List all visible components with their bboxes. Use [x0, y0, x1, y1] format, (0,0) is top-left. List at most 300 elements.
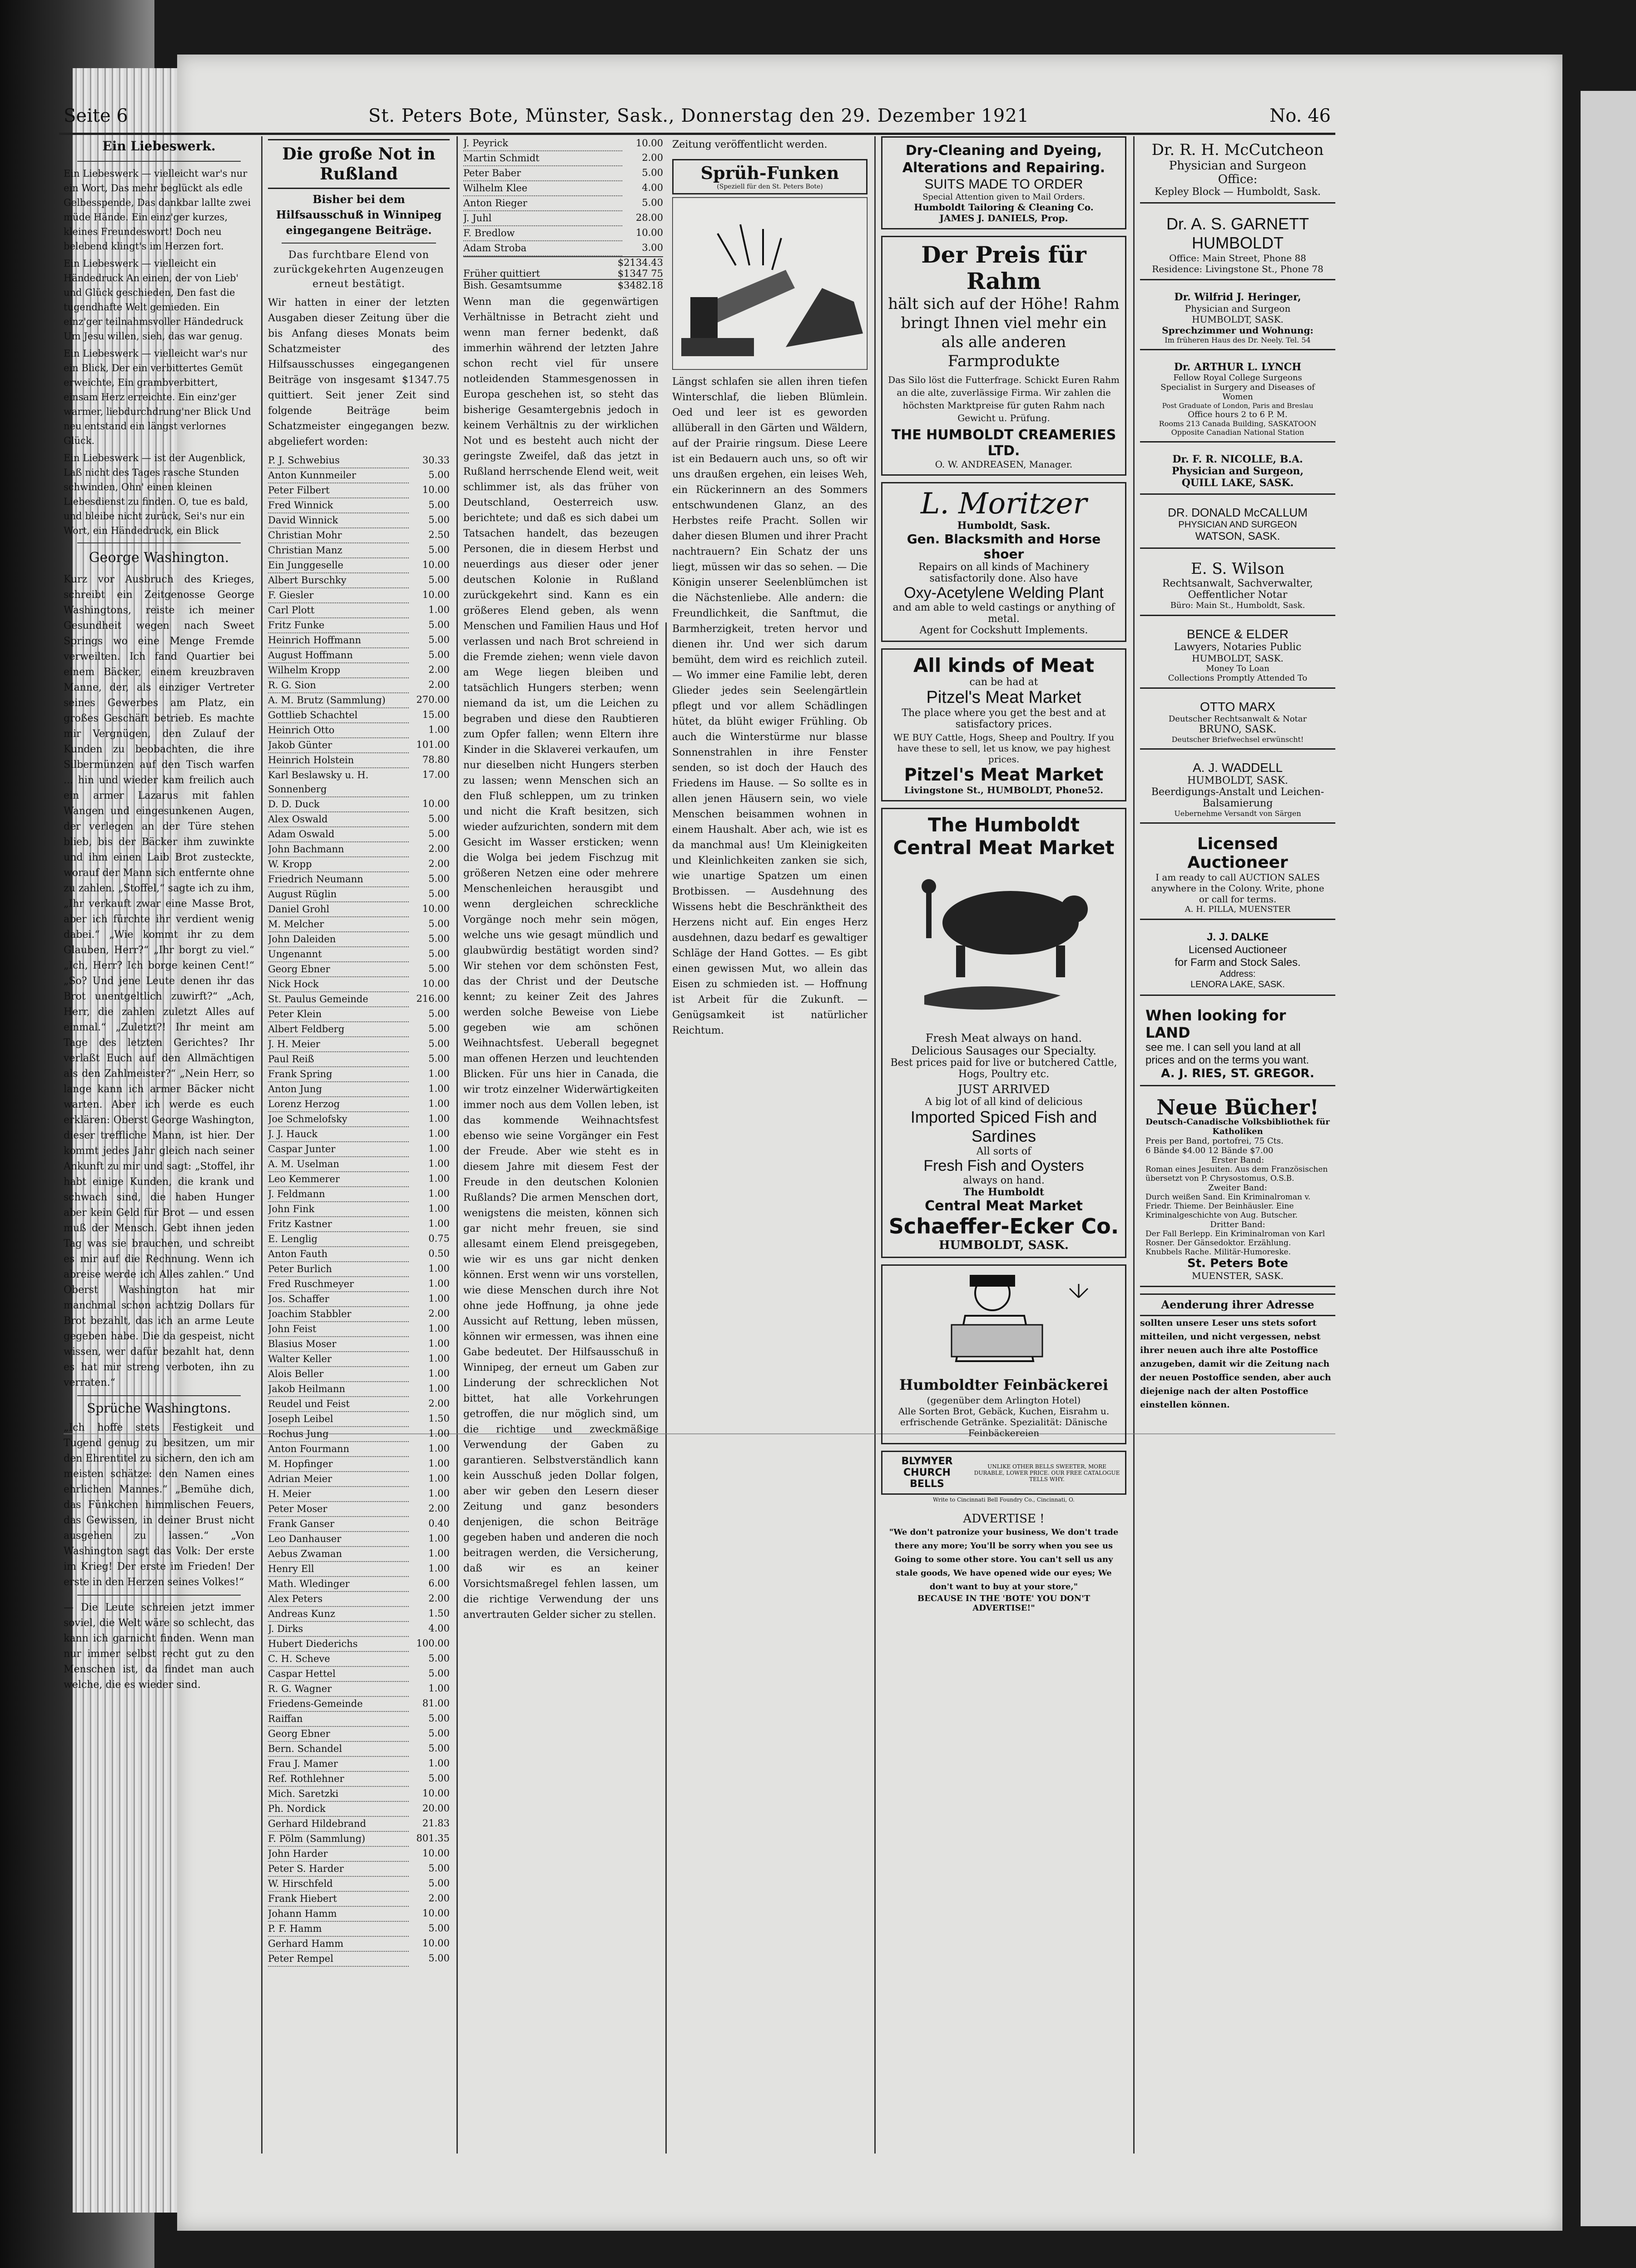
donation-row	[463, 226, 663, 241]
cow-illustration	[888, 859, 1115, 1032]
donor-name: Andreas Kunz	[268, 1606, 409, 1621]
donor-name: A. M. Uselman	[268, 1157, 409, 1172]
ad-line: St. Peters Bote	[1187, 1257, 1288, 1270]
donation-row	[268, 1562, 450, 1577]
ad-title: ADVERTISE !	[963, 1512, 1045, 1526]
donor-name: J. Juhl	[463, 211, 622, 226]
donor-name: Gerhard Hamm	[268, 1936, 409, 1951]
column-divider	[261, 136, 263, 2154]
donation-amount: 1.00	[428, 1458, 450, 1469]
donor-name: Peter Moser	[268, 1502, 409, 1517]
donation-amount: 5.00	[428, 1743, 450, 1754]
ad-line: Fresh Meat always on hand.	[925, 1032, 1082, 1044]
donation-amount: 100.00	[416, 1638, 450, 1649]
donor-name: Friedrich Neumann	[268, 872, 409, 887]
donor-name: Friedens-Gemeinde	[268, 1696, 409, 1711]
card-name: Dr. Wilfrid J. Heringer,	[1174, 291, 1301, 303]
column-2	[268, 136, 450, 2154]
donor-name: E. Lenglig	[268, 1232, 409, 1247]
ad-neue-buecher	[1140, 1093, 1335, 1287]
donor-name: John Fink	[268, 1202, 409, 1217]
donation-amount: 2.00	[428, 858, 450, 869]
donation-row	[268, 1127, 450, 1142]
ad-line: Special Attention given to Mail Orders.	[922, 192, 1085, 202]
donor-name: F. Pölm (Sammlung)	[268, 1831, 409, 1846]
donor-name: Aebus Zwaman	[268, 1547, 409, 1562]
donor-name: Wilhelm Klee	[463, 181, 622, 196]
donor-name: Christian Mohr	[268, 528, 409, 543]
donor-name: Caspar Junter	[268, 1142, 409, 1157]
donation-row	[463, 166, 663, 181]
donation-amount: 5.00	[428, 1038, 450, 1049]
donation-amount: 1.00	[428, 1083, 450, 1094]
donor-name: D. D. Duck	[268, 797, 409, 812]
donation-amount: 5.00	[428, 649, 450, 660]
donation-amount: 3.00	[642, 242, 663, 253]
donation-row	[268, 528, 450, 543]
ad-line: Pitzel's Meat Market	[926, 688, 1081, 707]
card-role: Deutscher Rechtsanwalt & Notar	[1168, 714, 1307, 724]
ad-line: Fresh Fish and Oysters	[923, 1157, 1084, 1174]
baker-boy-illustration	[888, 1270, 1115, 1375]
donation-row	[268, 1636, 450, 1651]
donation-row	[268, 1472, 450, 1487]
donation-amount: 5.00	[428, 1713, 450, 1724]
ad-text: WE BUY Cattle, Hogs, Sheep and Poultry. If you have these to sell, let us know, we pay highest prices.	[893, 732, 1115, 765]
donor-name: P. F. Hamm	[268, 1921, 409, 1936]
donation-amount: 5.00	[428, 619, 450, 630]
donor-name: Anton Fourmann	[268, 1442, 409, 1457]
donation-row	[268, 1247, 450, 1262]
donation-amount: 30.33	[422, 455, 450, 466]
card-name: Dr. ARTHUR L. LYNCH	[1174, 361, 1302, 373]
donation-row	[268, 1517, 450, 1532]
donor-name: St. Paulus Gemeinde	[268, 992, 409, 1007]
donation-row	[268, 1846, 450, 1861]
donation-row	[268, 1487, 450, 1502]
donor-name: H. Meier	[268, 1487, 409, 1502]
donor-name: Nick Hock	[268, 977, 409, 992]
donor-name: F. Bredlow	[463, 226, 622, 241]
masthead-line: St. Peters Bote, Münster, Sask., Donnerstag den 29. Dezember 1921	[368, 105, 1030, 126]
ad-line: (gegenüber dem Arlington Hotel)	[927, 1395, 1081, 1406]
donor-name: Alois Beller	[268, 1367, 409, 1382]
donation-amount: 2.00	[428, 664, 450, 675]
donor-name: Blasius Moser	[268, 1337, 409, 1352]
donation-amount: 1.00	[428, 1158, 450, 1169]
card-garnett	[1140, 210, 1335, 280]
donation-row	[268, 738, 450, 753]
donor-name: Lorenz Herzog	[268, 1097, 409, 1112]
ad-manager: O. W. ANDREASEN, Manager.	[935, 459, 1073, 470]
article-body: Längst schlafen sie allen ihren tiefen Winterschlaf, die lieben Blümlein. Oed und leer ist es geworden allüberall in den Gärten und Wäldern, auf der Prairie ringsum. Diese Leere ist ein Bedauern auch uns, so oft wir uns draußen ergehen, ein leises Weh, ein Rückerinnern an des Sommers entschwundenen Glanz, an des Herbstes reife Pracht. Sollen wir daher diesen Blumen und ihrer Pracht nachtrauern? Ein Schatz der uns liegt, müssen wir das so sehen. — Die Königin unserer Seelenblümchen ist die Nächstenliebe. Alle andern: die Freundlichkeit, die Sanftmut, die Barmherzigkeit, treten hervor und dienen ihr. Und wer sich darum bemüht, dem wird es reichlich zuteil. — Wo immer eine Familie lebt, deren Glieder jedes sein Seelengärtlein pflegt und vor allem Schädlingen hütet, da blüht ewiger Frühling. Ob auch die Winterstürme nur blasse Sonnenstrahlen in ihre Fenster senden, so ist doch der Hauch des Friedens im Hause. — So sollte es in allen jenen Häusern sein, wo viele Menschen beisammen wohnen in einem Haushalt. Aber ach, wie ist es da manchmal aus! Um Kleinigkeiten und Kleinlichkeiten zanken sie sich, wie unartige Spatzen um einen Brotbissen. — Ausdehnung des Wissens hebt die Beschränktheit des Herzens nicht auf. Ein enges Herz ausdehnen, dazu bedarf es gewaltiger Schläge der Hand Gottes. — Es gibt einen gewissen Mut, wo allein das Eisen zu schmieden ist. — Hoffnung ist Arbeit für die Zukunft. — Genügsamkeit ist natürlicher Reichtum.	[672, 376, 868, 1036]
donation-row	[268, 1157, 450, 1172]
donation-amount: 5.00	[428, 918, 450, 929]
card-role: Lawyers, Notaries Public	[1174, 642, 1302, 653]
donation-amount: 17.00	[422, 769, 450, 780]
donor-name: A. M. Brutz (Sammlung)	[268, 693, 409, 708]
donor-name: Math. Wledinger	[268, 1577, 409, 1592]
ad-line: All sorts of	[976, 1146, 1031, 1157]
donation-amount: 10.00	[635, 138, 663, 149]
donation-row	[268, 1666, 450, 1681]
donation-row	[268, 1112, 450, 1127]
ad-text: UNLIKE OTHER BELLS SWEETER, MORE DURABLE, LOWER PRICE. OUR FREE CATALOGUE TELLS WHY.	[974, 1463, 1120, 1482]
card-name: OTTO MARX	[1200, 700, 1275, 714]
donation-amount: 5.00	[428, 888, 450, 899]
donation-amount: 4.00	[428, 1623, 450, 1634]
donation-amount: 5.00	[428, 634, 450, 645]
donation-amount: 1.00	[428, 1548, 450, 1559]
donor-name: Alex Oswald	[268, 812, 409, 827]
donation-row	[268, 917, 450, 932]
donor-name: Albert Feldberg	[268, 1022, 409, 1037]
card-role: Physician and Surgeon	[1185, 303, 1291, 314]
ad-line: The Humboldt	[963, 1186, 1045, 1198]
ad-line: A. H. PILLA, MUENSTER	[1185, 905, 1291, 914]
donation-row	[268, 708, 450, 723]
donation-row	[268, 1921, 450, 1936]
ad-auctioneer	[1140, 830, 1335, 920]
donor-name: C. H. Scheve	[268, 1651, 409, 1666]
donation-amount: 801.35	[416, 1833, 450, 1844]
page-number: Seite 6	[64, 105, 128, 126]
ad-bakery	[881, 1264, 1126, 1444]
feature-title: Sprüh-Funken	[700, 163, 839, 183]
donation-row	[268, 1547, 450, 1562]
ad-line: Humboldt Tailoring & Cleaning Co.	[914, 202, 1094, 213]
donation-row	[268, 992, 450, 1007]
donation-amount: 2.00	[428, 1593, 450, 1604]
donation-row	[463, 181, 663, 196]
donation-amount: 5.00	[642, 197, 663, 208]
card-line: Office: Main Street, Phone 88	[1169, 253, 1306, 264]
ad-text: "We don't patronize your business, We don't trade there any more; You'll be sorry when you see us Going to some other store. You can't sell us any stale goods, We have opened wide our eyes; We don't want to buy at your store,"	[889, 1527, 1119, 1592]
header-rule	[59, 133, 1335, 135]
donation-amount: 0.75	[428, 1233, 450, 1244]
card-line: Kepley Block — Humboldt, Sask.	[1155, 186, 1321, 198]
ad-line: LENORA LAKE, SASK.	[1190, 980, 1285, 990]
donor-name: Daniel Grohl	[268, 902, 409, 917]
donation-row	[268, 1097, 450, 1112]
donor-name: Reudel und Feist	[268, 1397, 409, 1412]
donations-list	[268, 453, 450, 1967]
page-header	[64, 102, 1331, 129]
donor-name: Fritz Funke	[268, 618, 409, 633]
ad-line: 6 Bände $4.00 12 Bände $7.00	[1145, 1146, 1274, 1155]
donation-amount: 5.00	[428, 574, 450, 585]
donation-amount: 2.00	[428, 1308, 450, 1319]
donation-amount: 1.00	[428, 1173, 450, 1184]
donation-row	[268, 977, 450, 992]
donor-name: Walter Keller	[268, 1352, 409, 1367]
donor-name: Hubert Diederichs	[268, 1636, 409, 1651]
donation-amount: 5.00	[428, 828, 450, 839]
donor-name: W. Hirschfeld	[268, 1876, 409, 1891]
card-line: QUILL LAKE, SASK.	[1181, 477, 1294, 489]
donation-row	[268, 962, 450, 977]
donor-name: Frank Spring	[268, 1067, 409, 1082]
donation-amount: 10.00	[422, 1938, 450, 1949]
card-line: Fellow Royal College Surgeons	[1173, 373, 1302, 383]
donor-name: Fred Winnick	[268, 498, 409, 513]
donor-name: Bern. Schandel	[268, 1741, 409, 1756]
ad-title: When looking for LAND	[1145, 1007, 1286, 1041]
poem-stanza: Ein Liebeswerk — vielleicht ein Händedruck An einen, der von Lieb' und Glück geschieden, Den fast die tugendhafte Welt gemieden. Ein einz'ger teilnahmsvoller Händedruck Um Jesu willen, sieh, das war genug.	[64, 258, 243, 342]
donation-row	[268, 1292, 450, 1307]
total-label: Bish. Gesamtsumme	[463, 280, 562, 291]
card-name: Dr. R. H. McCutcheon	[1151, 141, 1324, 159]
donation-row	[268, 887, 450, 902]
card-line: Büro: Main St., Humboldt, Sask.	[1170, 601, 1305, 610]
ad-title: Licensed Auctioneer	[1187, 835, 1288, 872]
card-role: Physician and Surgeon	[1169, 159, 1307, 173]
ad-title: J. J. DALKE	[1206, 931, 1269, 943]
card-role: Physician and Surgeon,	[1171, 465, 1304, 477]
column-1	[64, 136, 254, 2154]
ad-line: A big lot of all kind of delicious	[925, 1096, 1083, 1108]
ad-text: Durch weißen Sand. Ein Kriminalroman v. Friedr. Thieme. Der Beinhäusler. Eine Kriminalgeschichte von Aug. Butscher.	[1145, 1193, 1311, 1220]
donation-amount: 5.00	[428, 469, 450, 480]
card-line: Sprechzimmer und Wohnung:	[1162, 325, 1314, 336]
donor-name: Joseph Leibel	[268, 1412, 409, 1427]
donor-name: Leo Danhauser	[268, 1532, 409, 1547]
donation-amount: 1.00	[428, 604, 450, 615]
donation-amount: 1.00	[428, 1353, 450, 1364]
article-body: Wenn man die gegenwärtigen Verhältnisse in Betracht zieht und wenn man ferner bedenkt, daß immerhin während der letzten Jahre schon recht viel für unsere notleidenden Stammesgenossen in Europa geschehen ist, so steht das bisherige Gesamtergebnis jedoch in keinem Verhältnis zu der wirklichen Not und es besteht auch nicht der geringste Zweifel, daß das jetzt in Rußland herrschende Elend weit, weit schlimmer ist, als das früher von Deutschland, Oesterreich usw. berichtete; und daß es sich dabei um Tatsachen handelt, das bezeugen Personen, die in diesem Herbst und neuerdings aus dieser oder jener deutschen Kolonie in Rußland zurückgekehrt sind. Kann es ein größeres Elend geben, als wenn Menschen und Familien Haus und Hof verlassen und nach Brot schreiend in die Fremde ziehen; wenn viele davon am Wege liegen bleiben und tatsächlich Hungers sterben; wenn niemand da ist, um die Leichen zu begraben und diese den Raubtieren zum Opfer fallen; wenn Eltern ihre Kinder in die Sklaverei verkaufen, um nur dieselben nicht Hungers sterben zu lassen; wenn Menschen sich an den Fluß schleppen, um zu trinken und nicht die Kraft besitzen, sich wieder aufzurichten, sondern mit dem Gesicht im Wasser ersticken; wenn die Wolga bei jedem Fischzug mit größeren Netzen eine oder mehrere Menschenleichen herausgibt und wenn dergleichen schreckliche Vorgänge noch mehr sein mögen, welche uns wie gesagt mündlich und glaubwürdig bestätigt worden sind? Wir stehen vor dem schönsten Fest, das der Christ und der Deutsche kennt; zu keiner Zeit des Jahres werden solche Beweise von Liebe gegeben wie am schönen Weihnachtsfest. Ueberall begegnet man offenen Herzen und leuchtenden Blicken. Für uns hier in Canada, die wir trotz einzelner Widerwärtigkeiten immer noch aus dem Vollen leben, ist das kommende Weihnachtsfest ebenso wie seine Vorgänger ein Fest der Freude. Aber wie steht es in diesem Jahre mit diesem Fest der Freude in den deutschen Kolonien Rußlands? Die armen Menschen dort, wenigstens die meisten, können sich gar nicht mehr freuen, sie sind allesamt einem Elend preisgegeben, wie wir es uns gar nicht denken können. Erst wenn wir uns vorstellen, wie diese Menschen durch ihre Not ohne jede Hoffnung, ja ohne jede Aussicht auf Rettung, leben müssen, können wir ermessen, was ihnen eine Gabe bedeutet. Der Hilfsausschuß in Winnipeg, der erneut um Gaben zur Linderung der schrecklichen Not bittet, hat alle Vorkehrungen getroffen, die nur möglich sind, um die richtige und zweckmäßige Verwendung der Gaben zu garantieren. Selbstverständlich kann kein Ausschuß jeden Dollar folgen, aber wir geben den Lesern dieser Zeitung und ganz besonders denjenigen, die schon Beiträge gegeben haben und anderen die noch beitragen werden, die Versicherung, daß wir es an keiner Vorsichtsmaßregel fehlen lassen, um die richtige Verwendung der uns anvertrauten Gelder sicher zu stellen.	[463, 296, 659, 1621]
donation-row	[268, 1022, 450, 1037]
donor-name: Rochus Jung	[268, 1427, 409, 1442]
donation-amount: 1.00	[428, 1098, 450, 1109]
ad-title: Dry-Cleaning and Dyeing, Alterations and Repairing.	[902, 143, 1106, 176]
donor-name: Leo Kemmerer	[268, 1172, 409, 1187]
donation-row	[268, 1262, 450, 1277]
ad-advertise	[881, 1507, 1126, 1617]
poem-stanza: Ein Liebeswerk — ist der Augenblick, Laß nicht des Tages rasche Stunden schwinden, Ohn' einen kleinen Liebesdienst zu finden. O, tue es bald, und bleibe nicht zurück, Sei's nur ein Wort, ein Händedruck, ein Blick	[64, 453, 248, 536]
donation-amount: 10.00	[422, 559, 450, 570]
donation-amount: 1.00	[428, 1533, 450, 1544]
donation-row	[268, 1397, 450, 1412]
poem-stanza: Ein Liebeswerk — vielleicht war's nur ein Wort, Das mehr beglückt als edle Gelbesspende, Das dankbar lallte zwei müde Hände. Ein einz'ger kurzes, kleines Freundeswort! Doch neu belebend klingt's im Herzen fort.	[64, 168, 251, 252]
donor-name: Adrian Meier	[268, 1472, 409, 1487]
donation-amount: 10.00	[422, 589, 450, 600]
donation-row	[268, 1082, 450, 1097]
donation-amount: 1.00	[428, 1383, 450, 1394]
ad-line: Preis per Band, portofrei, 75 Cts.	[1145, 1136, 1284, 1146]
card-line: Office hours 2 to 6 P. M.	[1188, 410, 1288, 419]
donation-row	[268, 693, 450, 708]
donation-row	[268, 768, 450, 797]
column-divider	[456, 136, 458, 2154]
card-line: HUMBOLDT, SASK.	[1187, 775, 1288, 786]
donation-amount: 2.50	[428, 529, 450, 540]
donation-amount: 5.00	[428, 1863, 450, 1874]
donation-amount: 5.00	[428, 1728, 450, 1739]
ad-line: Humboldt, Sask.	[957, 520, 1051, 532]
donation-row	[268, 1502, 450, 1517]
donation-row	[268, 1442, 450, 1457]
donation-row	[268, 947, 450, 962]
ad-line: always on hand.	[963, 1175, 1045, 1186]
donor-name: Gerhard Hildebrand	[268, 1816, 409, 1831]
donation-row	[268, 1352, 450, 1367]
donation-row	[463, 211, 663, 226]
card-line: Uebernehme Versandt von Särgen	[1174, 809, 1301, 818]
donation-amount: 10.00	[422, 903, 450, 914]
donation-row	[268, 1936, 450, 1951]
divider	[282, 243, 436, 244]
donation-amount: 20.00	[422, 1803, 450, 1814]
ad-line: Deutsch-Canadische Volksbibliothek für Katholiken	[1145, 1117, 1330, 1136]
donation-row	[268, 857, 450, 872]
donation-amount: 10.00	[422, 1848, 450, 1859]
donation-row	[268, 1202, 450, 1217]
ad-text: Alle Sorten Brot, Gebäck, Kuchen, Eisrahm u. erfrischende Getränke. Spezialität: Dänische Feinbäckereien	[898, 1406, 1110, 1438]
card-marx	[1140, 695, 1335, 750]
donation-amount: 0.50	[428, 1248, 450, 1259]
donation-amount: 1.50	[428, 1413, 450, 1424]
donation-amount: 2.00	[428, 843, 450, 854]
donation-amount: 1.00	[428, 1188, 450, 1199]
card-line: WATSON, SASK.	[1195, 530, 1280, 542]
donation-row	[268, 1007, 450, 1022]
donor-name: Frank Ganser	[268, 1517, 409, 1532]
ad-dalke	[1140, 926, 1335, 996]
donation-row	[268, 1621, 450, 1636]
donor-name: M. Hopfinger	[268, 1457, 409, 1472]
ad-text: Repairs on all kinds of Machinery satisfactorily done. Also have	[918, 562, 1089, 584]
divider	[77, 542, 241, 543]
donor-name: Heinrich Holstein	[268, 753, 409, 768]
donor-name: Peter Baber	[463, 166, 622, 181]
notice-text: sollten unsere Leser uns stets sofort mitteilen, und nicht vergessen, nebst ihrer neuen auch ihre alte Postoffice anzugeben, damit wir die Zeitung nach der neuen Postoffice senden, aber auch diejenige nach der alten Postoffice einstellen können.	[1140, 1318, 1331, 1410]
card-line: HUMBOLDT	[1191, 234, 1284, 252]
card-name: A. J. WADDELL	[1192, 761, 1283, 775]
donation-amount: 5.00	[428, 1878, 450, 1889]
donation-amount: 21.83	[422, 1818, 450, 1829]
donation-amount: 5.00	[428, 1773, 450, 1784]
feature-subtitle: (Speziell für den St. Peters Bote)	[717, 183, 823, 190]
donor-name: John Feist	[268, 1322, 409, 1337]
donation-amount: 216.00	[416, 993, 450, 1004]
donor-name: Heinrich Hoffmann	[268, 633, 409, 648]
donation-row	[268, 1172, 450, 1187]
donor-name: Heinrich Otto	[268, 723, 409, 738]
ad-line: JUST ARRIVED	[957, 1083, 1050, 1096]
donor-name: Jos. Schaffer	[268, 1292, 409, 1307]
donor-name: August Hoffmann	[268, 648, 409, 663]
donor-name: Anton Fauth	[268, 1247, 409, 1262]
ad-line: can be had at	[969, 676, 1038, 688]
donation-amount: 1.00	[428, 1443, 450, 1454]
donation-row	[268, 1831, 450, 1846]
donation-amount: 5.00	[428, 1053, 450, 1064]
donation-amount: 5.00	[428, 1953, 450, 1964]
donation-amount: 1.50	[428, 1608, 450, 1619]
ad-title: BLYMYER CHURCH BELLS	[901, 1456, 953, 1490]
donor-name: Paul Reiß	[268, 1052, 409, 1067]
ad-line: Best prices paid for live or butchered Cattle, Hogs, Poultry etc.	[890, 1057, 1117, 1080]
donation-amount: 1.00	[428, 1143, 450, 1154]
donation-row	[268, 872, 450, 887]
adjacent-page-edge	[1581, 91, 1636, 2226]
donation-row	[268, 723, 450, 738]
donation-amount: 1.00	[428, 1293, 450, 1304]
card-line: Im früheren Haus des Dr. Neely. Tel. 54	[1165, 336, 1311, 344]
ad-title: L. Moritzer	[920, 487, 1087, 521]
donation-row	[268, 1861, 450, 1876]
donation-amount: 78.80	[422, 754, 450, 765]
ad-title: The Humboldt Central Meat Market	[893, 814, 1115, 859]
total-amount: $3482.18	[617, 280, 663, 291]
donation-row	[268, 1876, 450, 1891]
column-5	[1140, 136, 1335, 2154]
donation-row	[268, 1951, 450, 1966]
card-role: Beerdigungs-Anstalt und Leichen-Balsamierung	[1151, 786, 1324, 809]
donation-row	[268, 1532, 450, 1547]
donor-name: Ref. Rothlehner	[268, 1771, 409, 1786]
donation-amount: 10.00	[635, 227, 663, 238]
ad-text: I am ready to call AUCTION SALES anywhere in the Colony. Write, phone or call for terms.	[1151, 872, 1324, 905]
donation-row	[268, 842, 450, 857]
notice-address-change	[1140, 1293, 1335, 1412]
donor-name: Peter S. Harder	[268, 1861, 409, 1876]
donation-row	[268, 1067, 450, 1082]
card-line: Collections Promptly Attended To	[1168, 673, 1308, 683]
donor-name: Ph. Nordick	[268, 1801, 409, 1816]
donation-row	[268, 1592, 450, 1606]
card-line: Specialist in Surgery and Diseases of Women	[1160, 383, 1315, 402]
ad-blymyer	[881, 1451, 1126, 1495]
article-title: Sprüche Washingtons.	[87, 1401, 231, 1416]
ad-dry-cleaning	[881, 136, 1126, 229]
card-line: Residence: Livingstone St., Phone 78	[1152, 264, 1324, 274]
ad-title: Humboldter Feinbäckerei	[899, 1376, 1108, 1393]
donor-name: Ungenannt	[268, 947, 409, 962]
card-line: HUMBOLDT, SASK.	[1192, 653, 1284, 664]
card-name: Dr. A. S. GARNETT	[1166, 214, 1309, 233]
donor-name: Frank Hiebert	[268, 1891, 409, 1906]
article-body: Kurz vor Ausbruch des Krieges, schreibt ein Zeitgenosse George Washingtons, reiste ich meiner Gesundheit wegen nach Sweet Springs wo eine Menge Fremde verweilten. Ich fand Quartier bei einem Bäcker, einem kreuzbraven Manne, der, als einziger Vertreter seines Gewerbes am Platz, ein großes Geschäft betrieb. Es machte mir Vergnügen, den Zulauf der Kunden zu beobachten, die ihre Silbermünzen auf den Tisch warfen ... hin und wieder kam freilich auch ein armer Lazarus mit fahlen Wangen und eingesunkenen Augen, der verlegen an der Türe stehen blieb, bis der Bäcker ihm zuwinkte und ihm einen Laib Brot zusteckte, worauf der Mann sich entfernte ohne zu zahlen. „Stoffel,“ sagte ich zu ihm, „Ihr verkauft zwar eine Masse Brot, aber ich fürchte ihr verdient wenig dabei.“ „Wie kommt ihr zu dem Glauben, Herr?“ „Ihr borgt zu viel.“ „Ich, Herr? Ich borge keinen Cent!“ „So? Und jene Leute denen ihr das Brot unentgeltlich zuwirft?“ „Ach, Herr, die zahlen zuletzt Alles auf einmal.“ „Zuletzt?! Ihr meint am Tage des letzten Gerichtes? Ihr verlaßt Euch auf den Allmächtigen als den Zahlmeister?“ „Nein Herr, so lange kann ich armer Bäcker nicht warten. Aber ich werde es euch erklären: Oberst George Washington, dieser treffliche Mann, ist hier. Der kommt jedes Jahr gleich nach seiner Ankunft zu mir und sagt: „Stoffel, ihr habt einige Kunden, die krank und schwach sind, die haben Hunger aber kein Geld für Brot — und essen muß der Mensch. Gebt ihnen jeden Tag was sie brauchen, und schreibt es mir auf die Rechnung. Wenn ich abreise werde ich Alles zahlen.“ Und Oberst Washington hat mir manchmal schon achtzig Dollars für Brot bezahlt, das ich an arme Leute gegeben habe. Die da gespeist, nicht wissen, wer dafür bezahlt hat, denn es hat mir streng verboten, ihn zu verraten.“	[64, 574, 254, 1388]
donor-name: P. J. Schwebius	[268, 453, 409, 468]
ad-creameries	[881, 236, 1126, 476]
donation-amount: 5.00	[428, 1923, 450, 1934]
donation-amount: 4.00	[642, 182, 663, 193]
donor-name: J. Dirks	[268, 1621, 409, 1636]
donation-amount: 1.00	[428, 1068, 450, 1079]
donation-amount: 1.00	[428, 1338, 450, 1349]
ad-line: HUMBOLDT, SASK.	[939, 1238, 1069, 1252]
donation-amount: 5.00	[428, 1008, 450, 1019]
card-wilson	[1140, 555, 1335, 616]
donor-name: Martin Schmidt	[463, 151, 622, 166]
card-name: BENCE & ELDER	[1186, 627, 1289, 641]
donation-row	[268, 1382, 450, 1397]
card-line: Deutscher Briefwechsel erwünscht!	[1171, 735, 1304, 744]
donation-row	[268, 1696, 450, 1711]
donation-amount: 0.40	[428, 1518, 450, 1529]
donation-amount: 5.00	[428, 963, 450, 974]
ad-title: Der Preis für Rahm	[921, 241, 1086, 294]
ad-title: All kinds of Meat	[913, 654, 1095, 676]
ad-line: for Farm and Stock Sales.	[1175, 956, 1301, 969]
ad-central-meat-market	[881, 808, 1126, 1258]
ad-line: Delicious Sausages our Specialty.	[911, 1044, 1096, 1057]
card-line: BRUNO, SASK.	[1199, 724, 1277, 735]
donation-row	[268, 932, 450, 947]
donor-name: Peter Burlich	[268, 1262, 409, 1277]
ad-text: Der Fall Berlepp. Ein Kriminalroman von Karl Rosner. Der Gänsedoktor. Erzählung. Knubbels Rache. Militär-Humoreske.	[1145, 1229, 1325, 1257]
